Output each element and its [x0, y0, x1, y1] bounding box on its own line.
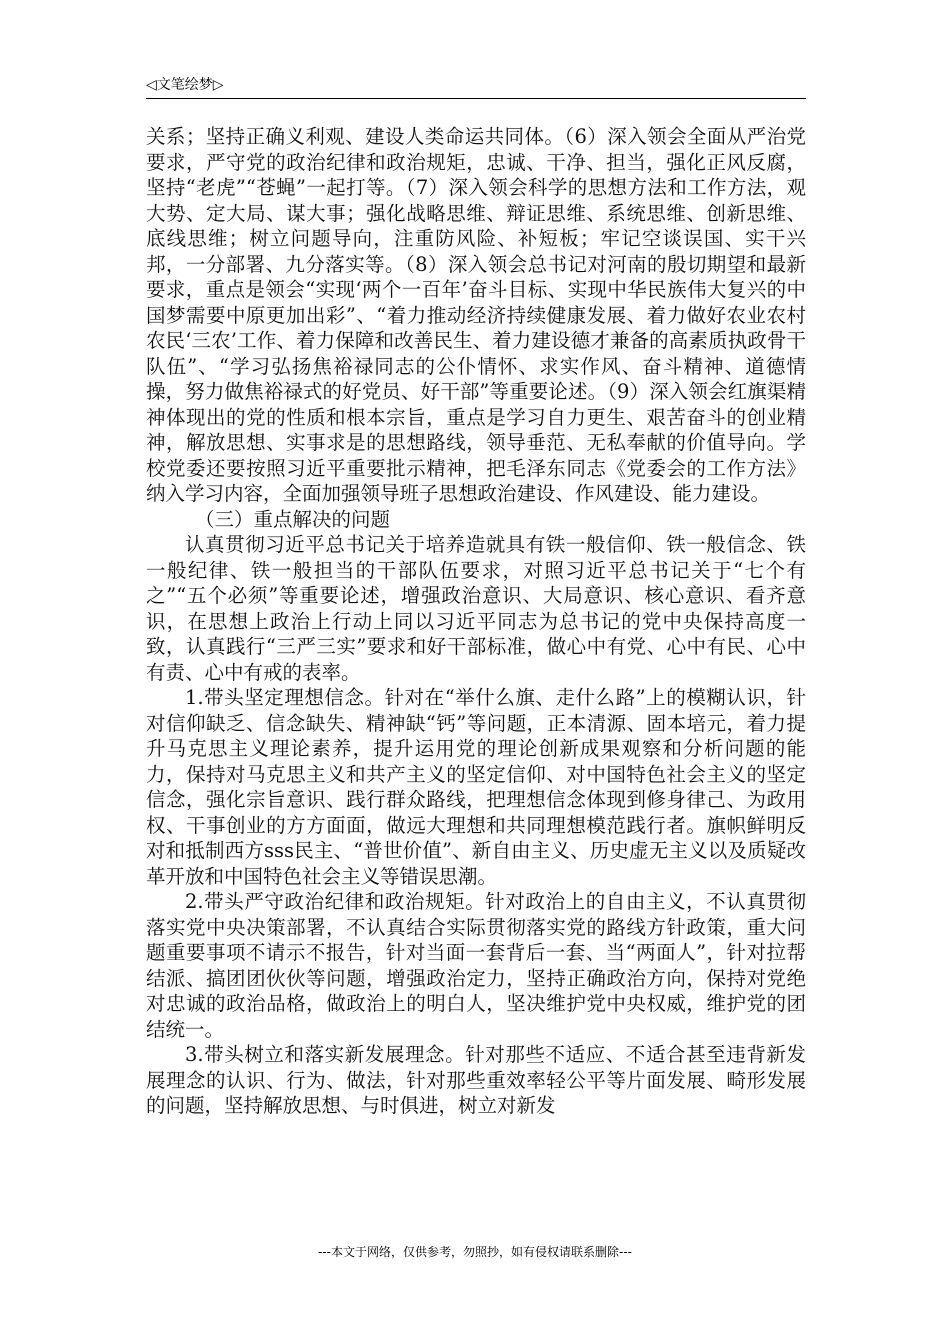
paragraph: 2.带头严守政治纪律和政治规矩。针对政治上的自由主义，不认真贯彻落实党中央决策部署，不认真结合实际贯彻落实党的路线方针政策，重大问题重要事项不请示不报告，针对当面一套背后一套、当“两面人”，针对拉帮结派、搞团团伙伙等问题，增强政治定力，坚持正确政治方向，保持对党绝对忠诚的政治品格，做政治上的明白人，坚决维护党中央权威，维护党的团结统一。: [146, 890, 806, 1041]
page-header: [146, 72, 806, 99]
section-heading: （三）重点解决的问题: [195, 507, 391, 531]
page-footer: ---本文于网络，仅供参考，勿照抄，如有侵权请联系删除---: [318, 1245, 632, 1259]
paragraph: 认真贯彻习近平总书记关于培养造就具有铁一般信仰、铁一般信念、铁一般纪律、铁一般担当的干部队伍要求，对照习近平总书记关于“七个有之”“五个必须”等重要论述，增强政治意识、大局意识、核心意识、看齐意识，在思想上政治上行动上同以习近平同志为总书记的党中央保持高度一致，认真践行“三严三实”要求和好干部标准，做心中有党、心中有民、心中有责、心中有戒的表率。: [146, 533, 806, 684]
paragraph: 1.带头坚定理想信念。针对在“举什么旗、走什么路”上的模糊认识，针对信仰缺乏、信念缺失、精神缺“钙”等问题，正本清源、固本培元，着力提升马克思主义理论素养，提升运用党的理论创新成果观察和分析问题的能力，保持对马克思主义和共产主义的坚定信仰、对中国特色社会主义的坚定信念，强化宗旨意识、践行群众路线，把理想信念体现到修身律己、为政用权、干事创业的方方面面，做远大理想和共同理想模范践行者。旗帜鲜明反对和抵制西方sss民主、“普世价值”、新自由主义、历史虚无主义以及质疑改革开放和中国特色社会主义等错误思潮。: [146, 686, 806, 888]
paragraph: 3.带头树立和落实新发展理念。针对那些不适应、不适合甚至违背新发展理念的认识、行为、做法，针对那些重效率轻公平等片面发展、畸形发展的问题，坚持解放思想、与时俱进，树立对新发: [146, 1043, 806, 1117]
paragraph-continuation: 关系；坚持正确义利观、建设人类命运共同体。（6）深入领会全面从严治党要求，严守党的政治纪律和政治规矩，忠诚、干净、担当，强化正风反腐，坚持“老虎”“苍蝇”一起打等。（7）深入领会科学的思想方法和工作方法，观大势、定大局、谋大事；强化战略思维、辩证思维、系统思维、创新思维、底线思维；树立问题导向，注重防风险、补短板；牢记空谈误国、实干兴邦，一分部署、九分落实等。（8）深入领会总书记对河南的殷切期望和最新要求，重点是领会“实现‘两个一百年’奋斗目标、实现中华民族伟大复兴的中国梦需要中原更加出彩”、“着力推动经济持续健康发展、着力做好农业农村农民‘三农’工作、着力保障和改善民生、着力建设德才兼备的高素质执政骨干队伍”、“学习弘扬焦裕禄同志的公仆情怀、求实作风、奋斗精神、道德情操，努力做焦裕禄式的好党员、好干部”等重要论述。（9）深入领会红旗渠精神体现出的党的性质和根本宗旨，重点是学习自力更生、艰苦奋斗的创业精神，解放思想、实事求是的思想路线，领导垂范、无私奉献的价值导向。学校党委还要按照习近平重要批示精神，把毛泽东同志《党委会的工作方法》纳入学习内容，全面加强领导班子思想政治建设、作风建设、能力建设。: [146, 125, 806, 505]
document-body: [146, 124, 806, 1119]
header-logo: ◁文笔绘梦▷: [146, 77, 224, 93]
